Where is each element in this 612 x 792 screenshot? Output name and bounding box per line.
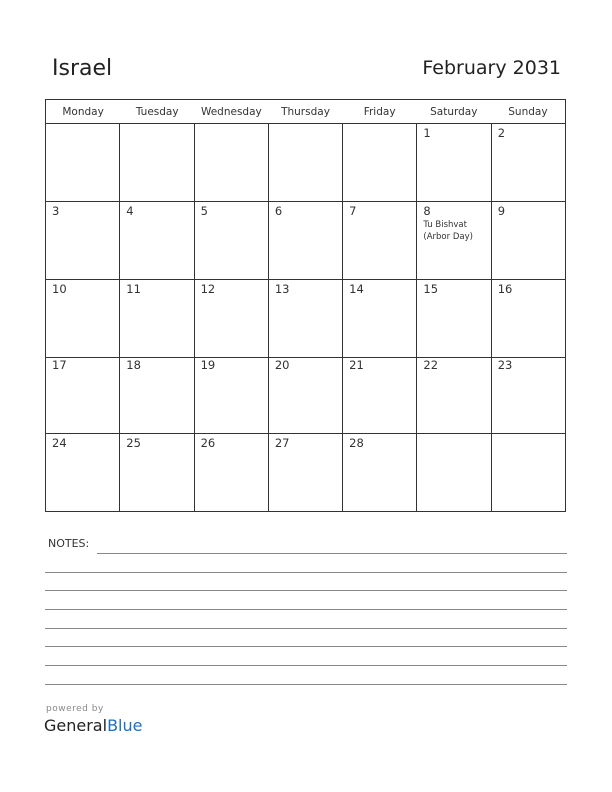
day-number: 14 [349, 282, 364, 296]
day-cell [120, 280, 194, 357]
note-line [45, 646, 567, 647]
day-cell [195, 202, 269, 279]
day-number: 7 [349, 204, 357, 218]
weekday-header [46, 100, 565, 124]
day-cell [492, 280, 565, 357]
weekday-wednesday: Wednesday [200, 106, 262, 118]
note-line [45, 628, 567, 629]
day-number: 13 [274, 282, 290, 296]
day-cell [417, 280, 491, 357]
day-cell [269, 280, 343, 357]
day-cell [46, 356, 120, 433]
weekday-sunday: Sunday [508, 106, 548, 118]
holiday-label: Tu Bishvat (Arbor Day) [423, 220, 473, 242]
day-cell [195, 356, 269, 433]
day-cell [120, 202, 194, 279]
day-cell [343, 124, 417, 201]
day-number: 27 [274, 436, 290, 450]
week-row [46, 434, 565, 512]
powered-by-text: powered by [46, 704, 104, 714]
day-number: 24 [52, 436, 67, 450]
day-number: 8 [423, 204, 431, 218]
day-cell [120, 356, 194, 433]
week-row [46, 280, 565, 358]
day-cell [343, 280, 417, 357]
day-number: 5 [200, 204, 208, 218]
day-cell [46, 280, 120, 357]
day-number: 6 [274, 204, 283, 218]
day-cell [120, 124, 194, 201]
note-line [45, 684, 567, 685]
week-row [46, 202, 565, 280]
day-cell [120, 434, 194, 512]
note-line [97, 553, 567, 554]
month-year-title: February 2031 [422, 57, 561, 79]
brand-general: General [44, 716, 108, 735]
weekday-thursday: Thursday [281, 106, 330, 118]
day-cell [269, 202, 343, 279]
day-cell [492, 434, 565, 512]
day-number: 20 [274, 358, 290, 372]
brand-blue: Blue [107, 716, 143, 735]
day-cell [492, 202, 565, 279]
note-line [45, 590, 567, 591]
day-number: 19 [200, 358, 216, 372]
day-cell [195, 434, 269, 512]
note-line [45, 572, 567, 573]
day-cell [46, 124, 120, 201]
day-number: 10 [52, 282, 67, 296]
day-cell [46, 434, 120, 512]
day-cell [417, 434, 491, 512]
weekday-tuesday: Tuesday [135, 106, 179, 118]
day-cell [343, 356, 417, 433]
day-cell [269, 124, 343, 201]
day-number: 4 [126, 204, 134, 218]
day-cell [343, 202, 417, 279]
day-cell [492, 356, 565, 433]
country-title: Israel [52, 56, 113, 81]
day-number: 16 [497, 282, 513, 296]
day-number: 9 [497, 204, 506, 218]
day-cell [417, 356, 491, 433]
day-number: 15 [423, 282, 439, 296]
day-cell [492, 124, 565, 201]
day-cell [269, 434, 343, 512]
day-number: 25 [126, 436, 141, 450]
day-number: 11 [126, 282, 141, 296]
day-number: 26 [200, 436, 216, 450]
day-cell [417, 202, 491, 279]
day-number: 2 [497, 126, 506, 140]
week-row [46, 124, 565, 202]
day-number: 23 [497, 358, 513, 372]
generalblue-logo [44, 716, 142, 735]
note-line [45, 665, 567, 666]
day-cell [195, 280, 269, 357]
weekday-saturday: Saturday [430, 106, 478, 118]
day-cell [46, 202, 120, 279]
day-number: 21 [349, 358, 364, 372]
day-number: 12 [200, 282, 216, 296]
weekday-friday: Friday [363, 106, 396, 118]
note-line [45, 609, 567, 610]
day-number: 3 [52, 204, 60, 218]
day-number: 17 [52, 358, 67, 372]
day-cell [417, 124, 491, 201]
day-number: 28 [349, 436, 364, 450]
day-number: 1 [423, 126, 431, 140]
day-cell [343, 434, 417, 512]
day-cell [269, 356, 343, 433]
weekday-monday: Monday [62, 106, 104, 118]
day-number: 18 [126, 358, 141, 372]
week-row [46, 356, 565, 434]
day-number: 22 [423, 358, 439, 372]
notes-label: NOTES: [48, 537, 90, 550]
calendar-grid [45, 99, 566, 512]
day-cell [195, 124, 269, 201]
